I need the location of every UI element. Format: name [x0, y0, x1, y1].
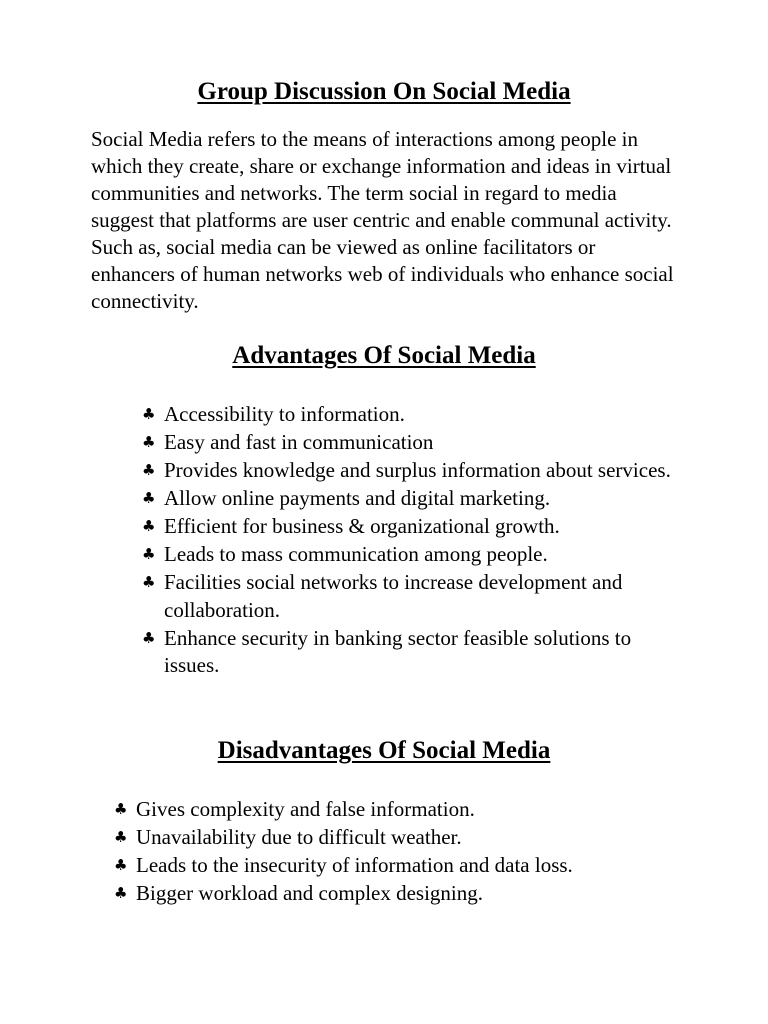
club-bullet-icon: ♣ — [142, 433, 156, 451]
page-title-text: Group Discussion On Social Media — [197, 78, 571, 105]
list-item — [142, 429, 682, 457]
list-item-text: Leads to the insecurity of information and data loss. — [136, 853, 573, 877]
club-bullet-icon: ♣ — [142, 461, 156, 479]
list-item-text: Efficient for business & organizational growth. — [164, 514, 560, 538]
list-item-text: Unavailability due to difficult weather. — [136, 825, 462, 849]
club-bullet-icon: ♣ — [142, 545, 156, 563]
list-item — [142, 513, 682, 541]
list-item — [142, 625, 682, 680]
club-bullet-icon: ♣ — [142, 517, 156, 535]
advantages-heading-text: Advantages Of Social Media — [232, 342, 536, 369]
advantages-list — [142, 401, 682, 680]
list-item — [142, 541, 682, 569]
list-item-text: Bigger workload and complex designing. — [136, 881, 484, 905]
list-item — [142, 457, 682, 485]
disadvantages-list — [114, 796, 674, 908]
list-item — [114, 824, 674, 852]
page-title — [0, 77, 768, 107]
list-item — [114, 880, 674, 908]
disadvantages-heading-text: Disadvantages Of Social Media — [217, 737, 551, 764]
club-bullet-icon: ♣ — [114, 856, 128, 874]
list-item-text: Facilities social networks to increase development and collaboration. — [164, 570, 623, 622]
list-item-text: Enhance security in banking sector feasible solutions to issues. — [164, 625, 632, 677]
list-item-text: Leads to mass communication among people. — [164, 542, 548, 566]
club-bullet-icon: ♣ — [114, 800, 128, 818]
list-item-text: Easy and fast in communication — [164, 430, 434, 454]
list-item — [142, 485, 682, 513]
list-item-text: Gives complexity and false information. — [136, 797, 475, 821]
list-item — [114, 796, 674, 824]
list-item — [142, 569, 682, 624]
club-bullet-icon: ♣ — [142, 489, 156, 507]
club-bullet-icon: ♣ — [142, 405, 156, 423]
list-item-text: Accessibility to information. — [164, 402, 405, 426]
intro-paragraph: Social Media refers to the means of interactions among people in which they create, share or exchange information and ideas in virtual communities and networks. The term social in regard to media suggest that platforms are user centric and enable communal activity. Such as, social media can be viewed as online facilitators or enhancers of human networks web of individuals who enhance social connectivity. — [91, 127, 674, 313]
club-bullet-icon: ♣ — [142, 573, 156, 591]
disadvantages-heading — [0, 736, 768, 766]
club-bullet-icon: ♣ — [114, 884, 128, 902]
list-item-text: Allow online payments and digital marketing. — [164, 486, 551, 510]
list-item — [142, 401, 682, 429]
advantages-heading — [0, 341, 768, 371]
list-item-text: Provides knowledge and surplus information about services. — [164, 458, 671, 482]
club-bullet-icon: ♣ — [142, 628, 156, 647]
list-item — [114, 852, 674, 880]
club-bullet-icon: ♣ — [114, 828, 128, 846]
